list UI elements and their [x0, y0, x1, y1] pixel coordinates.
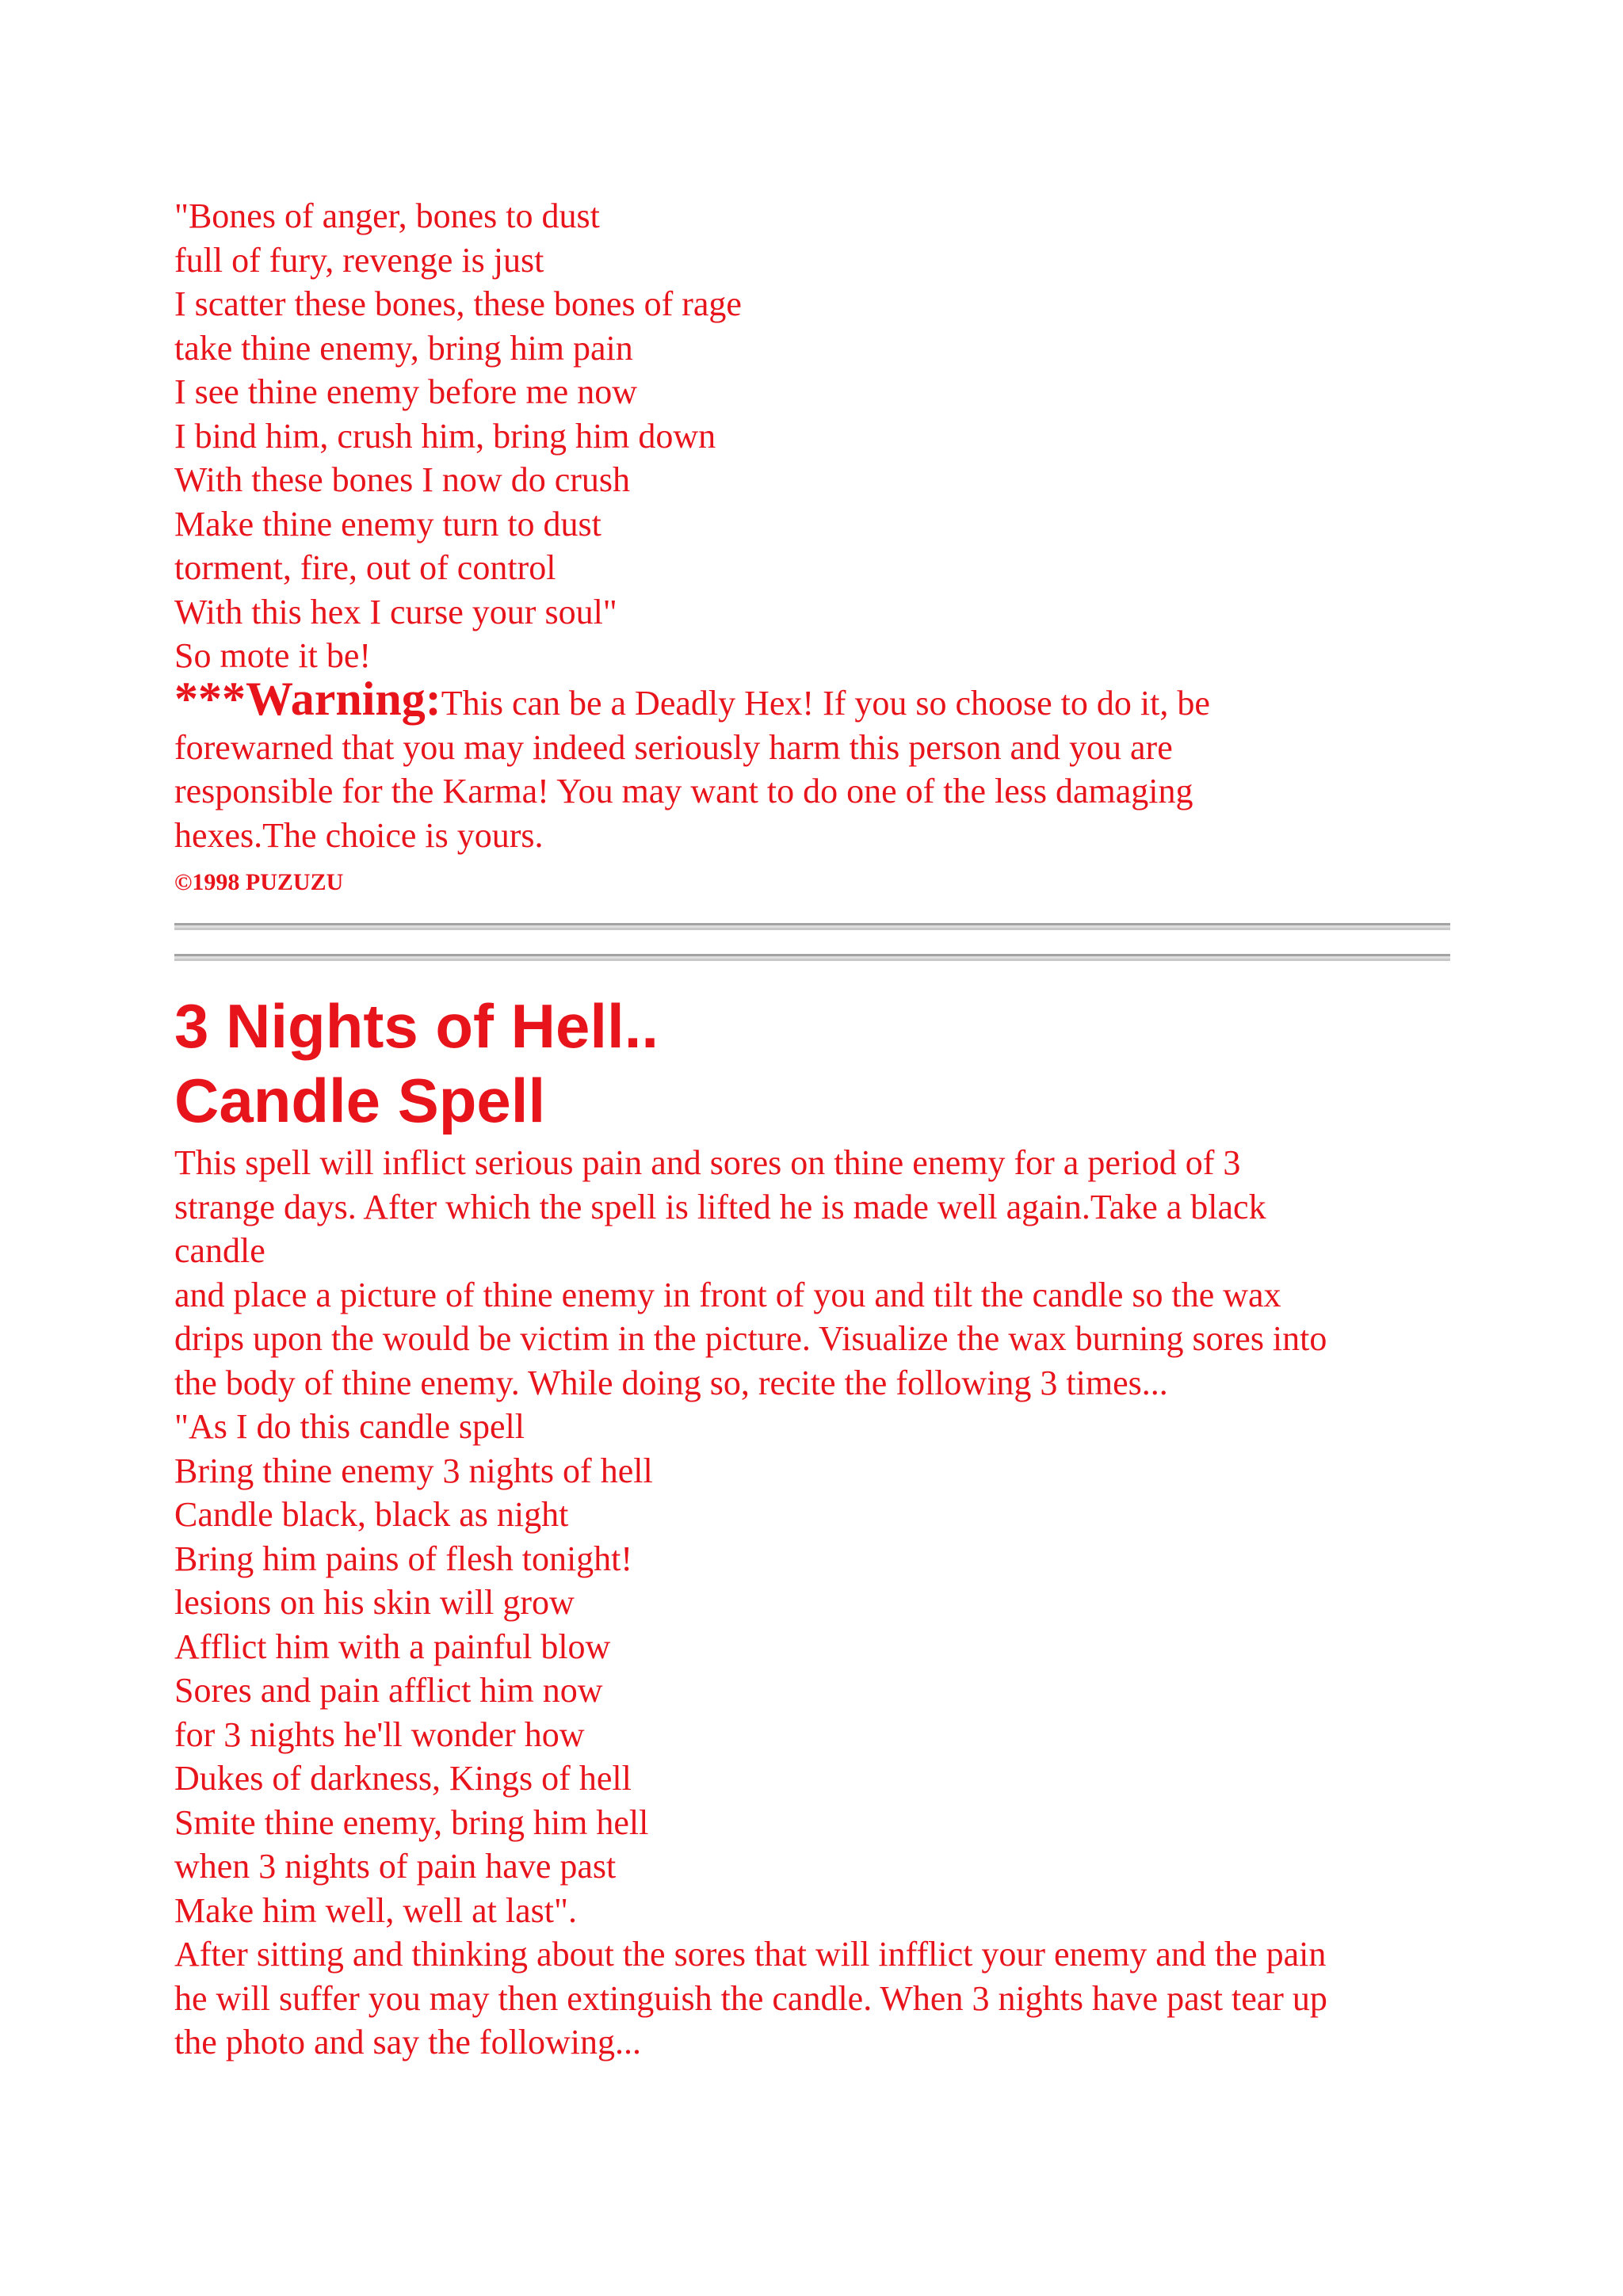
verse-line: Make him well, well at last".: [174, 1890, 577, 1930]
warning-line: forewarned that you may indeed seriously harm this person and you are: [174, 727, 1173, 767]
verse-line: Sores and pain afflict him now: [174, 1671, 603, 1710]
warning-label: ***Warning:: [174, 673, 441, 725]
verse-line: lesions on his skin will grow: [174, 1583, 575, 1622]
warning-text: This can be a Deadly Hex! If you so choose to do it, be: [441, 684, 1210, 723]
body-line: candle: [174, 1231, 265, 1270]
verse-line: With these bones I now do crush: [174, 460, 631, 499]
body-line: drips upon the would be victim in the picture. Visualize the wax burning sores into: [174, 1319, 1327, 1358]
body-line: the photo and say the following...: [174, 2023, 642, 2061]
verse-line: "Bones of anger, bones to dust: [174, 196, 600, 235]
verse-line: for 3 nights he'll wonder how: [174, 1714, 585, 1754]
warning-paragraph: [174, 673, 1458, 857]
body-line: and place a picture of thine enemy in front of you and tilt the candle so the wax: [174, 1275, 1281, 1314]
verse-line: With this hex I curse your soul": [174, 592, 617, 631]
verse-line: I see thine enemy before me now: [174, 372, 637, 411]
verse-line: I scatter these bones, these bones of rage: [174, 284, 742, 323]
verse-line: Smite thine enemy, bring him hell: [174, 1802, 649, 1842]
body-line: This spell will inflict serious pain and sores on thine enemy for a period of 3: [174, 1143, 1241, 1182]
warning-first-line: [174, 673, 1458, 726]
section-title-line-2: Candle Spell: [174, 1066, 546, 1135]
bones-hex-verse: [174, 194, 742, 678]
verse-line: full of fury, revenge is just: [174, 240, 544, 280]
verse-line: torment, fire, out of control: [174, 548, 556, 587]
verse-line: Afflict him with a painful blow: [174, 1627, 611, 1666]
verse-line: when 3 nights of pain have past: [174, 1847, 617, 1886]
section-title: [174, 989, 659, 1138]
verse-line: "As I do this candle spell: [174, 1407, 525, 1446]
horizontal-divider: [174, 954, 1450, 961]
verse-line: Candle black, black as night: [174, 1495, 569, 1534]
verse-line: Bring him pains of flesh tonight!: [174, 1539, 633, 1578]
horizontal-divider: [174, 923, 1450, 930]
copyright-notice: ©1998 PUZUZU: [174, 869, 344, 895]
section-title-line-1: 3 Nights of Hell..: [174, 991, 659, 1061]
body-line: he will suffer you may then extinguish the candle. When 3 nights have past tear up: [174, 1978, 1327, 2018]
warning-line: hexes.The choice is yours.: [174, 815, 544, 855]
verse-line: Dukes of darkness, Kings of hell: [174, 1759, 632, 1798]
verse-line: Make thine enemy turn to dust: [174, 504, 601, 543]
candle-spell-body: [174, 1141, 1327, 2065]
verse-line: Bring thine enemy 3 nights of hell: [174, 1451, 653, 1490]
body-line: the body of thine enemy. While doing so, recite the following 3 times...: [174, 1363, 1168, 1402]
verse-line: take thine enemy, bring him pain: [174, 328, 633, 368]
verse-line: I bind him, crush him, bring him down: [174, 416, 716, 456]
body-line: After sitting and thinking about the sores that will infflict your enemy and the pain: [174, 1935, 1327, 1974]
verse-line: So mote it be!: [174, 636, 372, 675]
body-line: strange days. After which the spell is lifted he is made well again.Take a black: [174, 1187, 1266, 1226]
warning-line: responsible for the Karma! You may want to do one of the less damaging: [174, 772, 1193, 810]
